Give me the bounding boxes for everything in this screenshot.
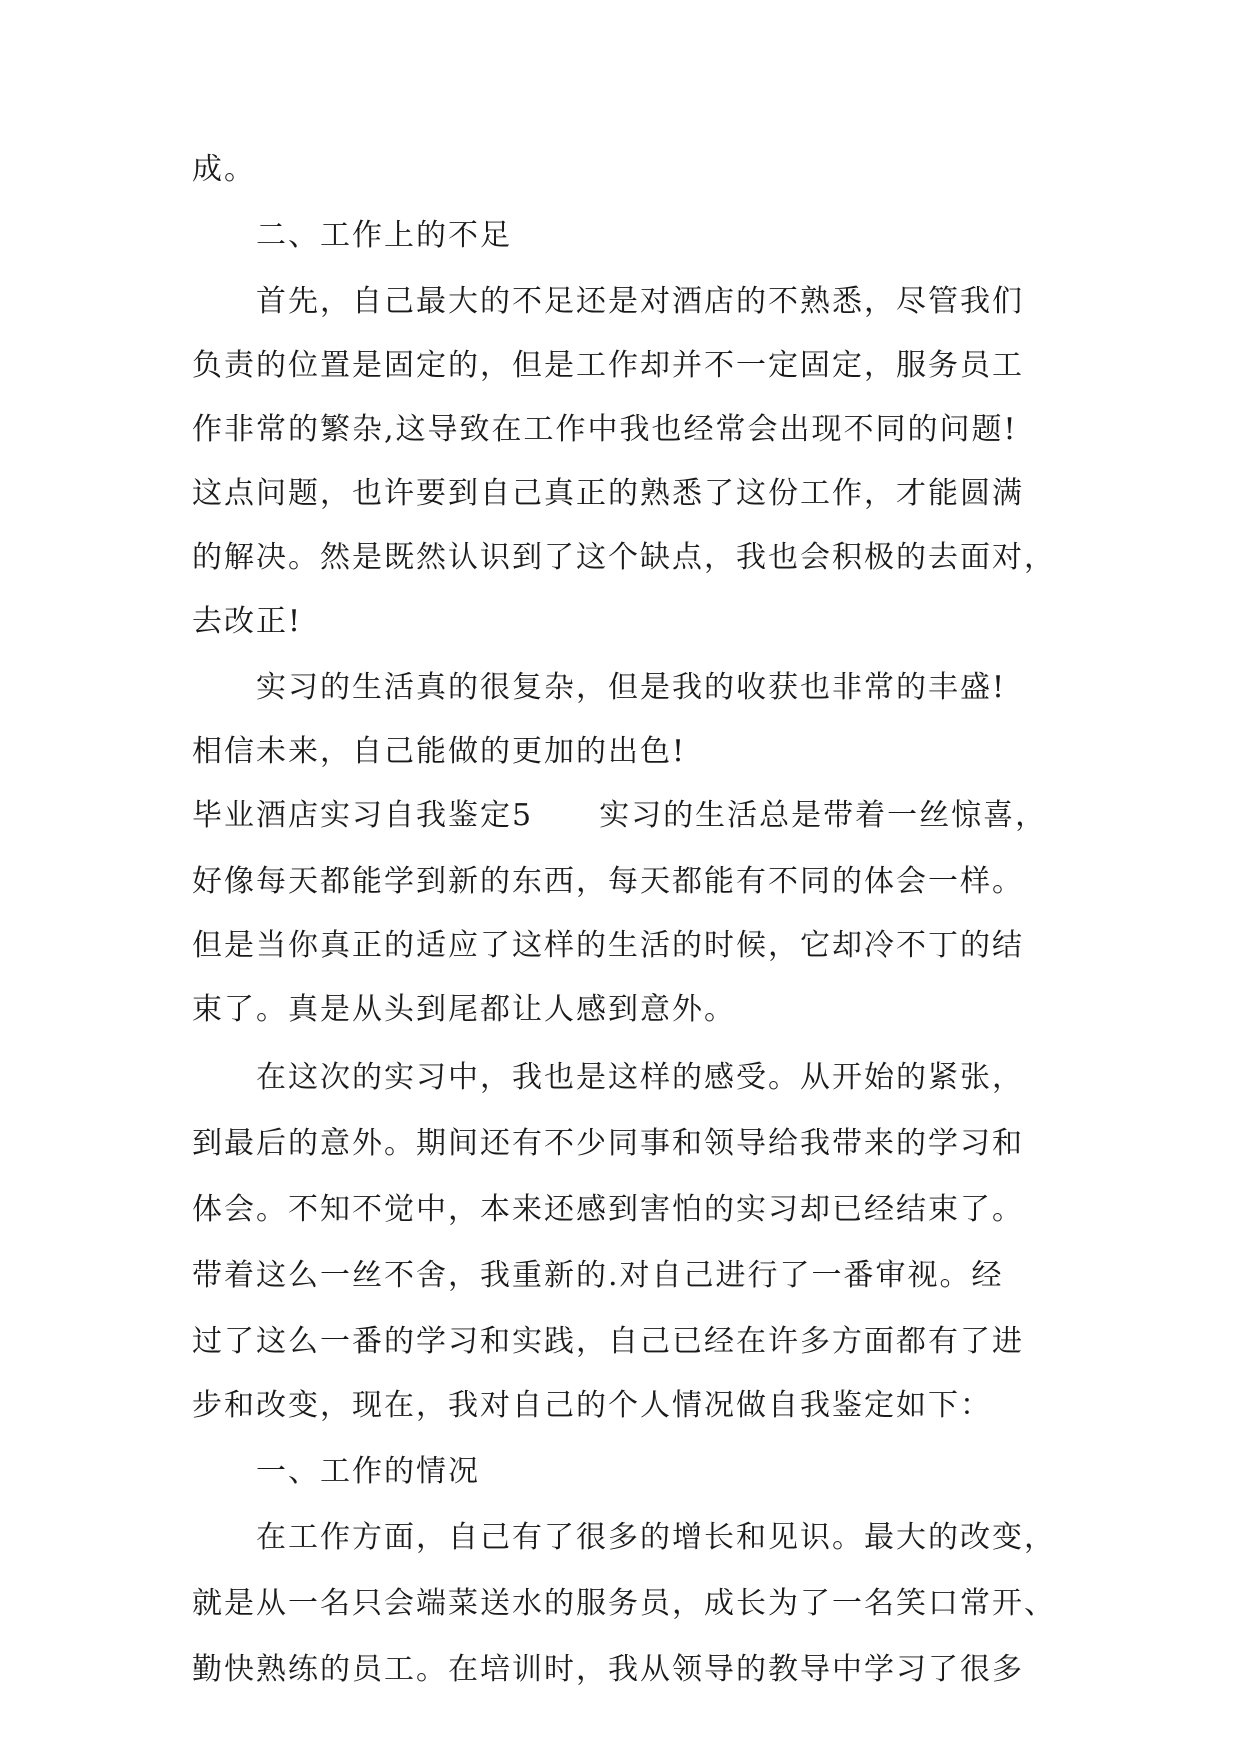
text-line: 成。 [192, 152, 256, 187]
text-line: 好像每天都能学到新的东西，每天都能有不同的体会一样。 [192, 864, 1024, 899]
text-line: 作非常的繁杂,这导致在工作中我也经常会出现不同的问题! [192, 412, 1018, 447]
text-line: 步和改变，现在，我对自己的个人情况做自我鉴定如下： [192, 1388, 992, 1423]
text-line: 带着这么一丝不舍，我重新的.对自己进行了一番审视。经 [192, 1258, 1004, 1293]
text-line: 负责的位置是固定的，但是工作却并不一定固定，服务员工 [192, 348, 1024, 383]
text-line: 勤快熟练的员工。在培训时，我从领导的教导中学习了很多 [192, 1652, 1024, 1687]
text-line: 在工作方面，自己有了很多的增长和见识。最大的改变， [256, 1520, 1056, 1555]
section-heading: 二、工作上的不足 [256, 218, 512, 253]
text-line: 相信未来，自己能做的更加的出色! [192, 734, 687, 769]
section-title: 毕业酒店实习自我鉴定5 [192, 798, 534, 833]
text-line: 就是从一名只会端菜送水的服务员，成长为了一名笑口常开、 [192, 1586, 1056, 1621]
section-heading: 一、工作的情况 [256, 1454, 480, 1489]
text-line: 去改正! [192, 604, 303, 639]
text-line: 但是当你真正的适应了这样的生活的时候，它却冷不丁的结 [192, 928, 1024, 963]
text-line: 首先，自己最大的不足还是对酒店的不熟悉，尽管我们 [256, 284, 1024, 319]
text-line: 实习的生活总是带着一丝惊喜， [599, 798, 1048, 833]
text-line: 过了这么一番的学习和实践，自己已经在许多方面都有了进 [192, 1324, 1024, 1359]
text-line: 在这次的实习中，我也是这样的感受。从开始的紧张， [256, 1060, 1024, 1095]
text-line: 到最后的意外。期间还有不少同事和领导给我带来的学习和 [192, 1126, 1024, 1161]
text-line: 的解决。然是既然认识到了这个缺点，我也会积极的去面对， [192, 540, 1056, 575]
text-line: 束了。真是从头到尾都让人感到意外。 [192, 992, 736, 1027]
text-line: 实习的生活真的很复杂，但是我的收获也非常的丰盛! [256, 670, 1007, 705]
text-line: 这点问题，也许要到自己真正的熟悉了这份工作，才能圆满 [192, 476, 1024, 511]
heading-line [192, 796, 1047, 836]
text-line: 体会。不知不觉中，本来还感到害怕的实习却已经结束了。 [192, 1192, 1024, 1227]
